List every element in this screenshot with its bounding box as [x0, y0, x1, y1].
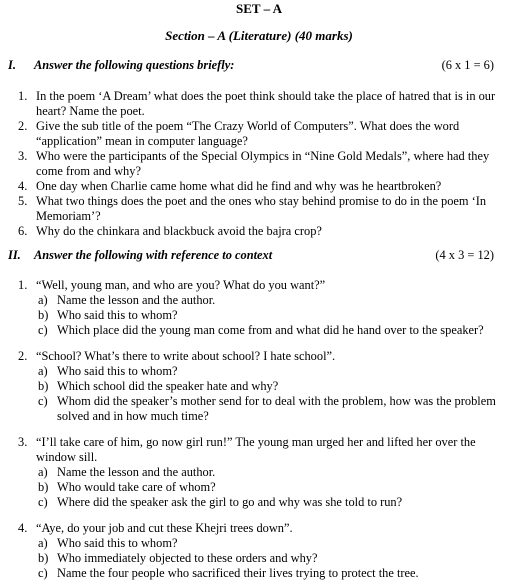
question-number: 3. — [18, 435, 28, 449]
sub-question-text: Where did the speaker ask the girl to go and why was she told to run? — [57, 495, 403, 509]
sub-question-letter: c) — [38, 323, 48, 337]
sub-question-text: Who immediately objected to these orders and why? — [57, 551, 318, 565]
sub-question-text: Name the four people who sacrificed their lives trying to protect the tree. — [57, 566, 419, 580]
context-question — [0, 521, 518, 536]
question-number: 1. — [18, 278, 28, 292]
sub-question-text: Who said this to whom? — [57, 364, 178, 378]
sub-question-letter: a) — [38, 536, 48, 550]
part-2-marks: (4 x 3 = 12) — [435, 248, 494, 262]
sub-question — [0, 323, 518, 338]
context-question — [0, 349, 518, 364]
question-quote: “Aye, do your job and cut these Khejri trees down”. — [36, 521, 293, 535]
context-question — [0, 278, 518, 293]
sub-question-text: Whom did the speaker’s mother send for to deal with the problem, how was the problem solved and in how much time? — [57, 394, 496, 423]
sub-question — [0, 480, 518, 495]
question-item — [0, 149, 518, 179]
part-1-marks: (6 x 1 = 6) — [441, 58, 494, 72]
part-2-questions — [0, 278, 518, 581]
sub-question-letter: c) — [38, 394, 48, 408]
sub-question-text: Name the lesson and the author. — [57, 293, 216, 307]
part-1-title: Answer the following questions briefly: — [34, 58, 235, 72]
sub-question-text: Who said this to whom? — [57, 308, 178, 322]
section-title: Section – A (Literature) (40 marks) — [165, 28, 353, 43]
question-item — [0, 119, 518, 149]
part-1-number: I. — [8, 58, 16, 72]
question-number: 2. — [18, 349, 28, 363]
sub-question — [0, 394, 518, 424]
part-2-title: Answer the following with reference to context — [34, 248, 273, 262]
question-text: Give the sub title of the poem “The Crazy World of Computers”. What does the word “application” mean in computer language? — [36, 119, 460, 148]
question-item — [0, 224, 518, 239]
sub-question — [0, 536, 518, 551]
question-item — [0, 179, 518, 194]
question-number: 1. — [18, 89, 28, 103]
question-number: 2. — [18, 119, 28, 133]
question-number: 5. — [18, 194, 28, 208]
sub-question — [0, 495, 518, 510]
set-title: SET – A — [235, 1, 282, 16]
sub-question-text: Who said this to whom? — [57, 536, 178, 550]
sub-question — [0, 293, 518, 308]
sub-question-letter: b) — [38, 308, 49, 322]
sub-question-letter: a) — [38, 465, 48, 479]
sub-question — [0, 364, 518, 379]
part-2-heading — [8, 248, 494, 264]
sub-question-text: Name the lesson and the author. — [57, 465, 216, 479]
question-item — [0, 194, 518, 224]
sub-question — [0, 551, 518, 566]
question-number: 4. — [18, 179, 28, 193]
question-text: One day when Charlie came home what did he find and why was he heartbroken? — [36, 179, 442, 193]
sub-question — [0, 308, 518, 323]
sub-question-text: Which place did the young man come from and what did he hand over to the speaker? — [57, 323, 484, 337]
sub-question-letter: b) — [38, 379, 49, 393]
question-text: Who were the participants of the Special Olympics in “Nine Gold Medals”, where had they come from and why? — [36, 149, 490, 178]
question-quote: “Well, young man, and who are you? What do you want?” — [36, 278, 326, 292]
question-number: 4. — [18, 521, 28, 535]
sub-question-letter: b) — [38, 551, 49, 565]
part-1-questions — [0, 89, 518, 239]
sub-question-text: Who would take care of whom? — [57, 480, 216, 494]
sub-question — [0, 566, 518, 581]
sub-question-letter: c) — [38, 566, 48, 580]
sub-question — [0, 465, 518, 480]
question-number: 6. — [18, 224, 28, 238]
question-item — [0, 89, 518, 119]
question-quote: “School? What’s there to write about school? I hate school”. — [36, 349, 336, 363]
sub-question-text: Which school did the speaker hate and why? — [57, 379, 279, 393]
sub-question-letter: a) — [38, 293, 48, 307]
context-question — [0, 435, 518, 465]
question-text: What two things does the poet and the ones who stay behind promise to do in the poem ‘In Memoriam’? — [36, 194, 487, 223]
sub-question-letter: c) — [38, 495, 48, 509]
sub-question — [0, 379, 518, 394]
question-text: Why do the chinkara and blackbuck avoid the bajra crop? — [36, 224, 322, 238]
sub-question-letter: b) — [38, 480, 49, 494]
part-2-number: II. — [8, 248, 21, 262]
question-number: 3. — [18, 149, 28, 163]
part-1-heading — [8, 58, 494, 74]
question-quote: “I’ll take care of him, go now girl run!” The young man urged her and lifted her over the window sill. — [36, 435, 476, 464]
question-text: In the poem ‘A Dream’ what does the poet think should take the place of hatred that is in our heart? Name the poet. — [36, 89, 496, 118]
sub-question-letter: a) — [38, 364, 48, 378]
